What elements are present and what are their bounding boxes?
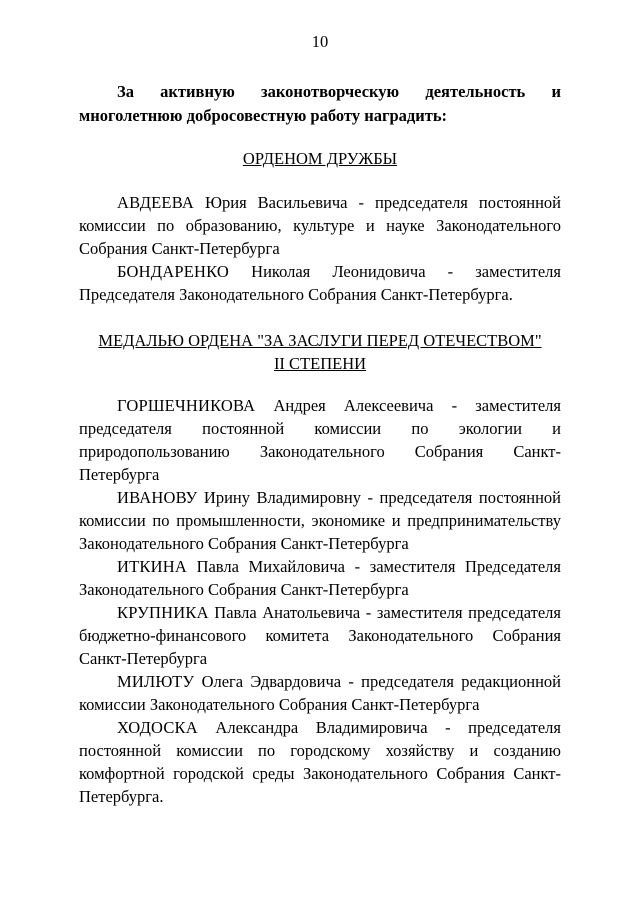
section-heading-order-of-friendship: [79, 147, 561, 170]
recipient-name: МИЛЮТУ: [117, 672, 195, 691]
recipient-entry: [79, 716, 561, 808]
section-heading-degree: II СТЕПЕНИ: [273, 354, 367, 373]
recipient-details: Павла Михайловича - заместителя Председателя Законодательного Собрания Санкт-Петербурга: [79, 557, 561, 599]
recipient-details: Ирину Владимировну - председателя постоянной комиссии по промышленности, экономике и предпринимательству Законодательного Собрания Санкт-Петербурга: [79, 488, 561, 553]
recipient-name: КРУПНИКА: [117, 603, 209, 622]
recipient-list: [79, 394, 561, 808]
recipient-entry: [79, 260, 561, 306]
recipient-entry: [79, 555, 561, 601]
recipient-entry: [79, 394, 561, 486]
recipient-details: Андрея Алексеевича - заместителя председателя постоянной комиссии по экологии и природопользованию Законодательного Собрания Санкт-Петербурга: [79, 396, 561, 484]
recipient-details: Юрия Васильевича - председателя постоянной комиссии по образованию, культуре и науке Законодательного Собрания Санкт-Петербурга: [79, 193, 561, 258]
recipient-details: Павла Анатольевича - заместителя председателя бюджетно-финансового комитета Законодательного Собрания Санкт-Петербурга: [79, 603, 561, 668]
recipient-details: Олега Эдвардовича - председателя редакционной комиссии Законодательного Собрания Санкт-Петербурга: [79, 672, 561, 714]
recipient-name: ИТКИНА: [117, 557, 187, 576]
section-heading-line: ОРДЕНОМ ДРУЖБЫ: [242, 149, 398, 168]
recipient-entry: [79, 486, 561, 555]
section-heading-medal: [79, 329, 561, 375]
intro-paragraph: За активную законотворческую деятельность и многолетнюю добросовестную работу наградить:: [79, 82, 561, 125]
section-heading-line: МЕДАЛЬЮ ОРДЕНА "ЗА ЗАСЛУГИ ПЕРЕД ОТЕЧЕСТВОМ": [98, 331, 542, 350]
section-heading-line: [79, 352, 561, 375]
recipient-entry: [79, 670, 561, 716]
recipient-name: АВДЕЕВА: [117, 193, 194, 212]
recipient-name: ХОДОСКА: [117, 718, 198, 737]
recipient-name: ГОРШЕЧНИКОВА: [117, 396, 256, 415]
recipient-details: Александра Владимировича - председателя постоянной комиссии по городскому хозяйству и созданию комфортной городской среды Законодательного Собрания Санкт-Петербурга.: [79, 718, 561, 806]
page-number: 10: [311, 32, 329, 51]
recipient-name: ИВАНОВУ: [117, 488, 198, 507]
recipient-list: [79, 191, 561, 306]
recipient-entry: [79, 191, 561, 260]
recipient-details: Николая Леонидовича - заместителя Председателя Законодательного Собрания Санкт-Петербурга.: [79, 262, 561, 304]
recipient-entry: [79, 601, 561, 670]
recipient-name: БОНДАРЕНКО: [117, 262, 230, 281]
